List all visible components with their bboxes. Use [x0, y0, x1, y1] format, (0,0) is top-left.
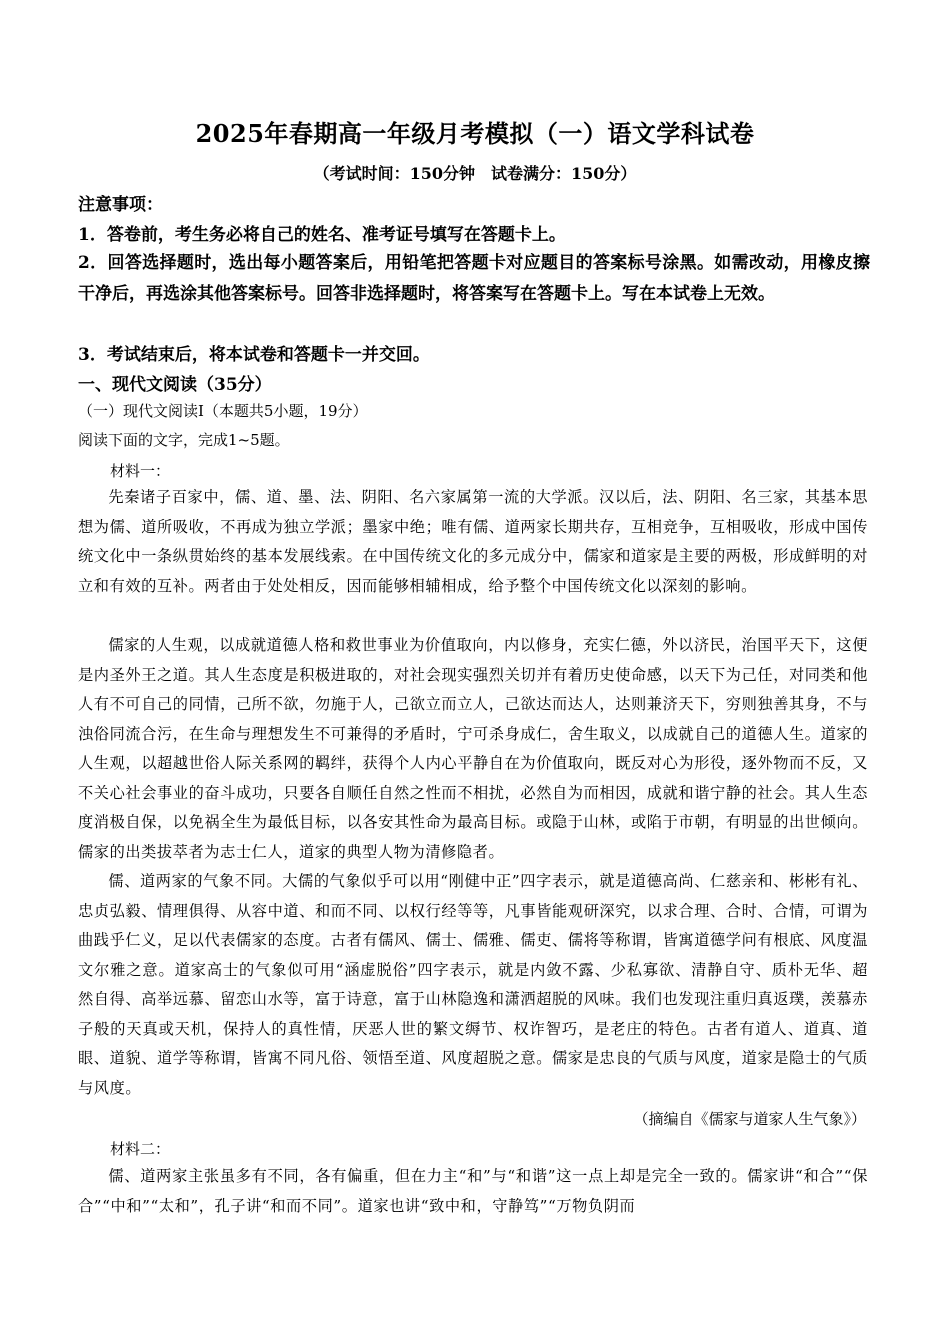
material-one-label: 材料一： — [110, 462, 171, 480]
material-one-paragraph-2: 儒家的人生观，以成就道德人格和救世事业为价值取向，内以修身，充实仁德，外以济民，治国平天下，这便是内圣外王之道。其人生态度是积极进取的，对社会现实强烈关切并有着历史使命感，以天下为己任，对同类和他人有不可自己的同情，己所不欲，勿施于人，己欲立而立人，己欲达而达人，达则兼济天下，穷则独善其身，不与浊俗同流合污，在生命与理想发生不可兼得的矛盾时，宁可杀身成仁，舍生取义，以成就自己的道德人生。道家的人生观，以超越世俗人际关系网的羁绊，获得个人内心平静自在为价值取向，既反对心为形役，逐外物而不反，又不关心社会事业的奋斗成功，只要各自顺任自然之性而不相扰，必然自为而相因，成就和谐宁静的社会。其人生态度消极自保，以免祸全生为最低目标，以各安其性命为最高目标。或隐于山林，或陷于市朝，有明显的出世倾向。儒家的出类拔萃者为志士仁人，道家的典型人物为清修隐者。 — [78, 636, 868, 861]
material-one-paragraph-3: 儒、道两家的气象不同。大儒的气象似乎可以用“刚健中正”四字表示，就是道德高尚、仁慈亲和、彬彬有礼、忠贞弘毅、情理俱得、从容中道、和而不同、以权行经等等，凡事皆能观研深究，以求合理、合时、合情，可谓为曲践乎仁义，足以代表儒家的态度。古者有儒风、儒士、儒雅、儒吏、儒将等称谓，皆寓道德学问有根底、风度温文尔雅之意。道家高士的气象似可用“涵虚脱俗”四字表示，就是内敛不露、少私寡欲、清静自守、质朴无华、超然自得、高举远慕、留恋山水等，富于诗意，富于山林隐逸和潇洒超脱的风味。我们也发现注重归真返璞，羡慕赤子般的天真或天机，保持人的真性情，厌恶人世的繁文缛节、权诈智巧，是老庄的特色。古者有道人、道真、道眼、道貌、道学等称谓，皆寓不同凡俗、领悟至道、风度超脱之意。儒家是忠良的气质与风度，道家是隐士的气质与风度。 — [78, 872, 868, 1097]
notice-item-2: 2．回答选择题时，选出每小题答案后，用铅笔把答题卡对应题目的答案标号涂黑。如需改动，用橡皮擦干净后，再选涂其他答案标号。回答非选择题时，将答案写在答题卡上。写在本试卷上无效。 — [78, 253, 870, 304]
material-two-paragraph-1: 儒、道两家主张虽多有不同，各有偏重，但在力主“和”与“和谐”这一点上却是完全一致的。儒家讲“和合”“保合”“中和”“太和”，孔子讲“和而不同”。道家也讲“致中和，守静笃”“万物负阴而 — [78, 1167, 868, 1215]
material-one-paragraph-1: 先秦诸子百家中，儒、道、墨、法、阴阳、名六家属第一流的大学派。汉以后，法、阴阳、名三家，其基本思想为儒、道所吸收，不再成为独立学派；墨家中绝；唯有儒、道两家长期共存，互相竞争，互相吸收，形成中国传统文化中一条纵贯始终的基本发展线索。在中国传统文化的多元成分中，儒家和道家是主要的两极，形成鲜明的对立和有效的互补。两者由于处处相反，因而能够相辅相成，给予整个中国传统文化以深刻的影响。 — [78, 488, 868, 595]
notice-item-1: 1．答卷前，考生务必将自己的姓名、准考证号填写在答题卡上。 — [78, 225, 566, 245]
exam-title: 2025年春期高一年级月考模拟（一）语文学科试卷 — [195, 119, 755, 148]
exam-subtitle: （考试时间：150分钟 试卷满分：150分） — [313, 164, 637, 183]
notice-item-3: 3．考试结束后，将本试卷和答题卡一并交回。 — [78, 345, 430, 365]
subsection-heading: （一）现代文阅读Ⅰ（本题共5小题，19分） — [78, 402, 368, 420]
material-two-label: 材料二： — [110, 1140, 171, 1158]
notice-heading: 注意事项： — [78, 195, 163, 215]
material-one-source: （摘编自《儒家与道家人生气象》） — [633, 1110, 866, 1128]
reading-instruction: 阅读下面的文字，完成1~5题。 — [78, 431, 290, 449]
section-heading: 一、现代文阅读（35分） — [78, 375, 272, 395]
